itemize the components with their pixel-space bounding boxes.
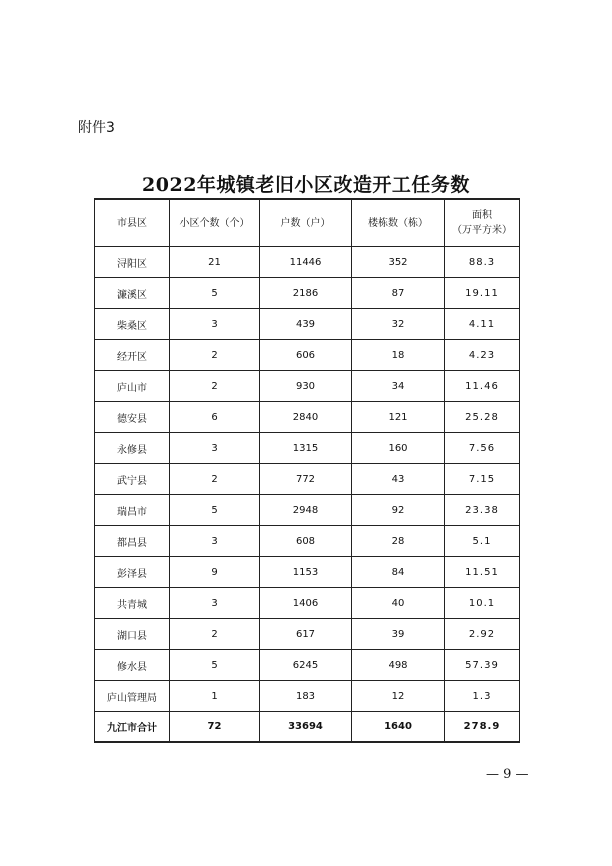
cell-communities: 5: [170, 278, 260, 309]
task-table: [94, 198, 520, 743]
cell-buildings: 32: [352, 309, 445, 340]
total-row: [95, 712, 520, 743]
cell-district: 瑞昌市: [95, 495, 170, 526]
table-row: [95, 495, 520, 526]
table-row: [95, 557, 520, 588]
total-cell-buildings: 1640: [352, 712, 445, 743]
cell-households: 439: [260, 309, 352, 340]
cell-district: 武宁县: [95, 464, 170, 495]
cell-area: 57.39: [445, 650, 520, 681]
cell-district: 庐山管理局: [95, 681, 170, 712]
cell-communities: 5: [170, 650, 260, 681]
header-households: 户数（户）: [260, 199, 352, 247]
cell-households: 1406: [260, 588, 352, 619]
total-cell-households: 33694: [260, 712, 352, 743]
cell-area: 4.11: [445, 309, 520, 340]
cell-area: 25.28: [445, 402, 520, 433]
cell-district: 彭泽县: [95, 557, 170, 588]
header-area-line2: （万平方米）: [452, 225, 512, 236]
cell-district: 共青城: [95, 588, 170, 619]
cell-buildings: 352: [352, 247, 445, 278]
header-district: 市县区: [95, 199, 170, 247]
cell-communities: 5: [170, 495, 260, 526]
cell-households: 11446: [260, 247, 352, 278]
cell-area: 7.56: [445, 433, 520, 464]
cell-area: 19.11: [445, 278, 520, 309]
total-cell-communities: 72: [170, 712, 260, 743]
cell-area: 23.38: [445, 495, 520, 526]
cell-buildings: 34: [352, 371, 445, 402]
cell-district: 德安县: [95, 402, 170, 433]
cell-buildings: 18: [352, 340, 445, 371]
cell-communities: 3: [170, 309, 260, 340]
cell-area: 11.46: [445, 371, 520, 402]
cell-communities: 1: [170, 681, 260, 712]
cell-households: 930: [260, 371, 352, 402]
table-row: [95, 650, 520, 681]
cell-buildings: 498: [352, 650, 445, 681]
cell-district: 都昌县: [95, 526, 170, 557]
cell-buildings: 40: [352, 588, 445, 619]
page-number: — 9 —: [486, 767, 529, 782]
cell-area: 4.23: [445, 340, 520, 371]
table-row: [95, 526, 520, 557]
table-body: [95, 247, 520, 743]
cell-area: 88.3: [445, 247, 520, 278]
page-title: 2022年城镇老旧小区改造开工任务数: [142, 174, 470, 196]
cell-households: 2186: [260, 278, 352, 309]
cell-households: 608: [260, 526, 352, 557]
cell-communities: 2: [170, 619, 260, 650]
cell-district: 永修县: [95, 433, 170, 464]
table-row: [95, 681, 520, 712]
cell-communities: 2: [170, 340, 260, 371]
table-row: [95, 464, 520, 495]
cell-communities: 2: [170, 464, 260, 495]
cell-communities: 9: [170, 557, 260, 588]
cell-buildings: 92: [352, 495, 445, 526]
cell-area: 7.15: [445, 464, 520, 495]
table-row: [95, 588, 520, 619]
cell-district: 柴桑区: [95, 309, 170, 340]
table-row: [95, 340, 520, 371]
cell-households: 772: [260, 464, 352, 495]
total-cell-area: 278.9: [445, 712, 520, 743]
cell-communities: 21: [170, 247, 260, 278]
cell-households: 606: [260, 340, 352, 371]
cell-households: 2948: [260, 495, 352, 526]
cell-communities: 6: [170, 402, 260, 433]
total-cell-district: 九江市合计: [95, 712, 170, 743]
table-row: [95, 309, 520, 340]
table-header-row: [95, 199, 520, 247]
table-row: [95, 278, 520, 309]
cell-communities: 3: [170, 526, 260, 557]
cell-households: 1153: [260, 557, 352, 588]
cell-communities: 3: [170, 588, 260, 619]
cell-district: 湖口县: [95, 619, 170, 650]
cell-buildings: 43: [352, 464, 445, 495]
cell-buildings: 12: [352, 681, 445, 712]
cell-households: 183: [260, 681, 352, 712]
cell-district: 庐山市: [95, 371, 170, 402]
table-row: [95, 247, 520, 278]
cell-area: 1.3: [445, 681, 520, 712]
table-row: [95, 402, 520, 433]
cell-buildings: 87: [352, 278, 445, 309]
header-communities: 小区个数（个）: [170, 199, 260, 247]
cell-buildings: 39: [352, 619, 445, 650]
cell-district: 濂溪区: [95, 278, 170, 309]
cell-area: 5.1: [445, 526, 520, 557]
cell-area: 11.51: [445, 557, 520, 588]
cell-households: 1315: [260, 433, 352, 464]
table-row: [95, 619, 520, 650]
cell-buildings: 160: [352, 433, 445, 464]
table-row: [95, 433, 520, 464]
cell-district: 修水县: [95, 650, 170, 681]
table-row: [95, 371, 520, 402]
cell-buildings: 84: [352, 557, 445, 588]
cell-communities: 2: [170, 371, 260, 402]
attachment-label: 附件3: [78, 120, 115, 136]
cell-area: 10.1: [445, 588, 520, 619]
header-area-line1: 面积: [472, 210, 492, 221]
cell-buildings: 121: [352, 402, 445, 433]
cell-households: 2840: [260, 402, 352, 433]
cell-district: 经开区: [95, 340, 170, 371]
header-buildings: 楼栋数（栋）: [352, 199, 445, 247]
header-area: [445, 199, 520, 247]
cell-area: 2.92: [445, 619, 520, 650]
cell-households: 6245: [260, 650, 352, 681]
cell-households: 617: [260, 619, 352, 650]
cell-district: 浔阳区: [95, 247, 170, 278]
cell-buildings: 28: [352, 526, 445, 557]
cell-communities: 3: [170, 433, 260, 464]
